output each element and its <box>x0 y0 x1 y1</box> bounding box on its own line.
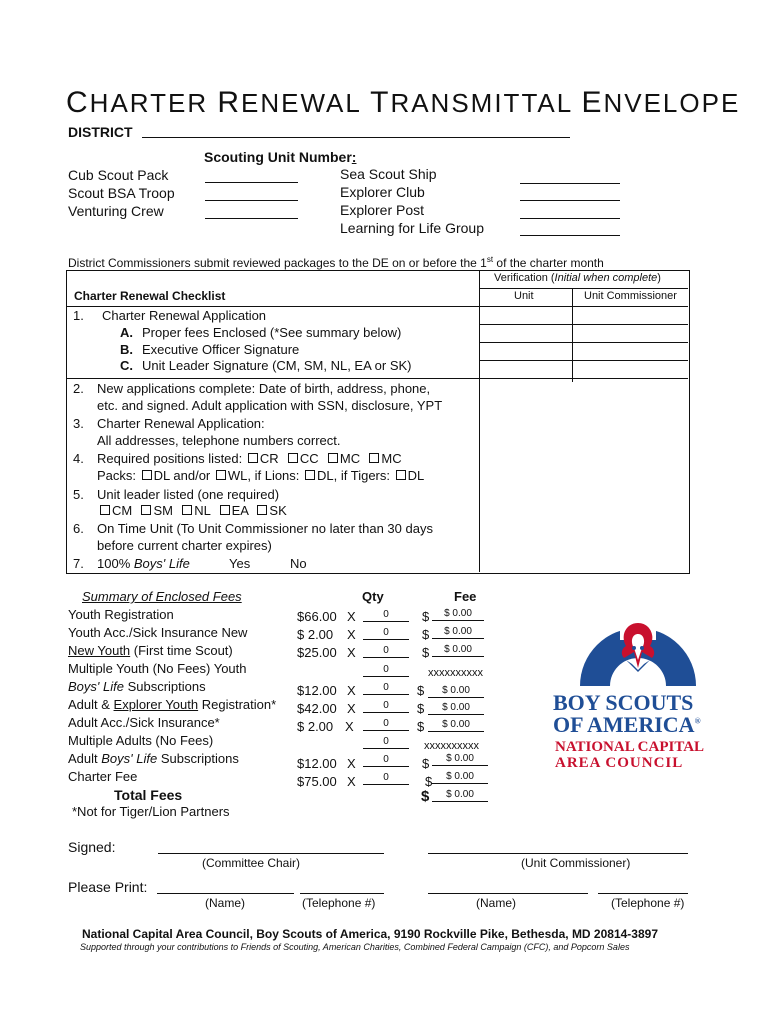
qty-youth-insurance[interactable]: 0 <box>363 625 409 640</box>
check-2-num: 2. <box>73 381 84 396</box>
check-4-line2: Packs: DL and/or WL, if Lions: DL, if Tigers: DL <box>97 468 425 483</box>
check-1-num: 1. <box>73 308 84 323</box>
district-label: DISTRICT <box>68 124 133 140</box>
checkbox-sm[interactable] <box>141 505 151 515</box>
price-adult-registration: $42.00 <box>297 701 337 716</box>
fee-multiple-adults: xxxxxxxxxx <box>424 740 479 752</box>
check-5-num: 5. <box>73 487 84 502</box>
checkbox-sk[interactable] <box>257 505 267 515</box>
qty-multiple-adults[interactable]: 0 <box>363 734 409 749</box>
commissioner-name-caption: (Name) <box>476 896 517 910</box>
district-field[interactable] <box>142 137 570 138</box>
fee-label-youth-insurance: Youth Acc./Sick Insurance New <box>68 625 248 640</box>
fee-label-adult-insurance: Adult Acc./Sick Insurance* <box>68 715 220 730</box>
fee-label: Fee <box>454 589 477 604</box>
check-1c: Unit Leader Signature (CM, SM, NL, EA or SK) <box>142 358 412 373</box>
dollar-sign: $ <box>417 683 425 698</box>
check-7-yes[interactable]: Yes <box>229 556 251 571</box>
signed-label: Signed: <box>68 839 116 855</box>
fee-label-adult-registration: Adult & Explorer Youth Registration* <box>68 697 277 712</box>
fee-label-boys-life: Boys' Life Subscriptions <box>68 679 206 694</box>
price-charter-fee: $75.00 <box>297 774 337 789</box>
troop-number-field[interactable] <box>205 200 298 201</box>
logo-line3: NATIONAL CAPITAL <box>555 739 705 755</box>
fees-footnote: *Not for Tiger/Lion Partners <box>72 804 230 819</box>
qty-youth-registration[interactable]: 0 <box>363 607 409 622</box>
check-5-options: CM SM NL EA SK <box>98 503 287 518</box>
checkbox-cm[interactable] <box>100 505 110 515</box>
checkbox-dl-tigers[interactable] <box>396 470 406 480</box>
check-1b-letter: B. <box>120 342 133 357</box>
bsa-emblem-icon <box>578 578 698 688</box>
check-1b: Executive Officer Signature <box>142 342 300 357</box>
check-1a-letter: A. <box>120 325 133 340</box>
unit-type-venturing-crew: Venturing Crew <box>68 203 164 219</box>
commissioner-telephone-caption: (Telephone #) <box>611 896 685 910</box>
crew-number-field[interactable] <box>205 218 298 219</box>
check-7-num: 7. <box>73 556 84 571</box>
check-5: Unit leader listed (one required) <box>97 487 280 502</box>
check-6-num: 6. <box>73 521 84 536</box>
checkbox-mc-2[interactable] <box>369 453 379 463</box>
chair-telephone-caption: (Telephone #) <box>302 896 376 910</box>
checkbox-dl-lions[interactable] <box>305 470 315 480</box>
footer-address: National Capital Area Council, Boy Scouts of America, 9190 Rockville Pike, Bethesda, MD 20814-3897 <box>82 927 658 941</box>
qty-new-youth[interactable]: 0 <box>363 643 409 658</box>
check-1c-letter: C. <box>120 358 133 373</box>
unit-type-explorer-club: Explorer Club <box>340 184 425 200</box>
checklist-title: Charter Renewal Checklist <box>74 289 226 303</box>
fee-label-multiple-adults: Multiple Adults (No Fees) <box>68 733 214 748</box>
price-new-youth: $25.00 <box>297 645 337 660</box>
post-number-field[interactable] <box>520 218 620 219</box>
lfl-number-field[interactable] <box>520 235 620 236</box>
fee-youth-registration: $ 0.00 <box>432 606 484 621</box>
fee-new-youth: $ 0.00 <box>432 642 484 657</box>
page-title: CHARTER RENEWAL TRANSMITTAL ENVELOPE <box>66 86 741 119</box>
qty-adult-insurance[interactable]: 0 <box>363 716 409 731</box>
logo-line4: AREA COUNCIL <box>555 755 684 771</box>
chair-name-caption: (Name) <box>205 896 246 910</box>
checkbox-cc[interactable] <box>288 453 298 463</box>
dollar-sign: $ <box>422 756 430 771</box>
check-7-no[interactable]: No <box>290 556 307 571</box>
dollar-sign: $ <box>422 627 430 642</box>
qty-boys-life[interactable]: 0 <box>363 680 409 695</box>
fee-adult-insurance: $ 0.00 <box>428 717 484 732</box>
fee-label-adult-boys-life: Adult Boys' Life Subscriptions <box>68 751 239 766</box>
price-youth-registration: $66.00 <box>297 609 337 624</box>
unit-type-explorer-post: Explorer Post <box>340 202 425 218</box>
checkbox-ea[interactable] <box>220 505 230 515</box>
checkbox-mc-1[interactable] <box>328 453 338 463</box>
checkbox-cr[interactable] <box>248 453 258 463</box>
club-number-field[interactable] <box>520 200 620 201</box>
check-3-line1: Charter Renewal Application: <box>97 416 265 431</box>
chair-name-field[interactable] <box>157 893 294 894</box>
times-sign: X <box>345 719 354 734</box>
commissioner-telephone-field[interactable] <box>598 893 688 894</box>
check-2-line2: etc. and signed. Adult application with SSN, disclosure, YPT <box>97 398 443 413</box>
unit-commissioner-caption: (Unit Commissioner) <box>521 856 631 870</box>
qty-adult-boys-life[interactable]: 0 <box>363 752 409 767</box>
checkbox-wl[interactable] <box>216 470 226 480</box>
fee-multiple-youth: xxxxxxxxxx <box>428 667 483 679</box>
dollar-sign: $ <box>422 645 430 660</box>
fee-adult-registration: $ 0.00 <box>428 700 484 715</box>
verification-heading: Verification (Initial when complete) <box>494 272 661 284</box>
fee-adult-boys-life: $ 0.00 <box>432 751 488 766</box>
price-youth-insurance: $ 2.00 <box>297 627 334 642</box>
unit-type-scout-troop: Scout BSA Troop <box>68 185 175 201</box>
fee-boys-life: $ 0.00 <box>428 683 484 698</box>
qty-label: Qty <box>362 589 384 604</box>
commissioner-name-field[interactable] <box>428 893 588 894</box>
dollar-sign: $ <box>417 701 425 716</box>
col-unit: Unit <box>514 290 534 302</box>
check-3-num: 3. <box>73 416 84 431</box>
fee-label-charter-fee: Charter Fee <box>68 769 138 784</box>
times-sign: X <box>347 774 356 789</box>
pack-number-field[interactable] <box>205 182 298 183</box>
times-sign: X <box>347 645 356 660</box>
dollar-sign: $ <box>422 609 430 624</box>
unit-type-sea-scout-ship: Sea Scout Ship <box>340 166 437 182</box>
col-unit-commissioner: Unit Commissioner <box>584 290 677 302</box>
committee-chair-caption: (Committee Chair) <box>202 856 301 870</box>
check-3-line2: All addresses, telephone numbers correct. <box>97 433 341 448</box>
checkbox-dl-packs[interactable] <box>142 470 152 480</box>
ship-number-field[interactable] <box>520 183 620 184</box>
fee-total: $ 0.00 <box>432 787 488 802</box>
total-fees-label: Total Fees <box>114 787 183 803</box>
chair-telephone-field[interactable] <box>300 893 384 894</box>
fee-label-new-youth: New Youth (First time Scout) <box>68 643 233 658</box>
qty-multiple-youth[interactable]: 0 <box>363 662 409 677</box>
times-sign: X <box>347 756 356 771</box>
times-sign: X <box>347 683 356 698</box>
times-sign: X <box>347 627 356 642</box>
times-sign: X <box>347 609 356 624</box>
unit-commissioner-signature-field[interactable] <box>428 853 688 854</box>
logo-line1: BOY SCOUTS <box>553 690 694 715</box>
fee-youth-insurance: $ 0.00 <box>432 624 484 639</box>
fee-label-multiple-youth: Multiple Youth (No Fees) Youth <box>68 661 247 676</box>
committee-chair-signature-field[interactable] <box>158 853 384 854</box>
dollar-sign: $ <box>425 774 433 789</box>
times-sign: X <box>347 701 356 716</box>
qty-charter-fee[interactable]: 0 <box>363 770 409 785</box>
logo-line2: OF AMERICA® <box>553 712 701 737</box>
check-4-line1: Required positions listed: CR CC MC MC <box>97 451 402 466</box>
check-2-line1: New applications complete: Date of birth, address, phone, <box>97 381 431 396</box>
checkbox-nl[interactable] <box>182 505 192 515</box>
unit-type-learning-for-life: Learning for Life Group <box>340 220 484 236</box>
unit-type-cub-pack: Cub Scout Pack <box>68 167 169 183</box>
check-7: 100% Boys' Life <box>97 556 190 571</box>
check-4-num: 4. <box>73 451 84 466</box>
check-1a: Proper fees Enclosed (*See summary below) <box>142 325 402 340</box>
check-1: Charter Renewal Application <box>102 308 267 323</box>
price-boys-life: $12.00 <box>297 683 337 698</box>
check-6-line2: before current charter expires) <box>97 538 272 553</box>
dollar-sign: $ <box>417 719 425 734</box>
price-adult-boys-life: $12.00 <box>297 756 337 771</box>
dollar-sign-total: $ <box>421 788 430 805</box>
qty-adult-registration[interactable]: 0 <box>363 698 409 713</box>
check-6-line1: On Time Unit (To Unit Commissioner no later than 30 days <box>97 521 433 536</box>
unit-number-heading: Scouting Unit Number: <box>204 149 357 165</box>
price-adult-insurance: $ 2.00 <box>297 719 334 734</box>
please-print-label: Please Print: <box>68 879 148 895</box>
deadline-note: District Commissioners submit reviewed packages to the DE on or before the 1st of the charter month <box>68 255 604 270</box>
fee-charter-fee: $ 0.00 <box>432 769 488 784</box>
fee-label-youth-registration: Youth Registration <box>68 607 174 622</box>
fees-heading: Summary of Enclosed Fees <box>82 589 242 604</box>
footer-support: Supported through your contributions to Friends of Scouting, American Charities, Combined Federal Campaign (CFC), and Popcorn Sales <box>80 942 630 952</box>
